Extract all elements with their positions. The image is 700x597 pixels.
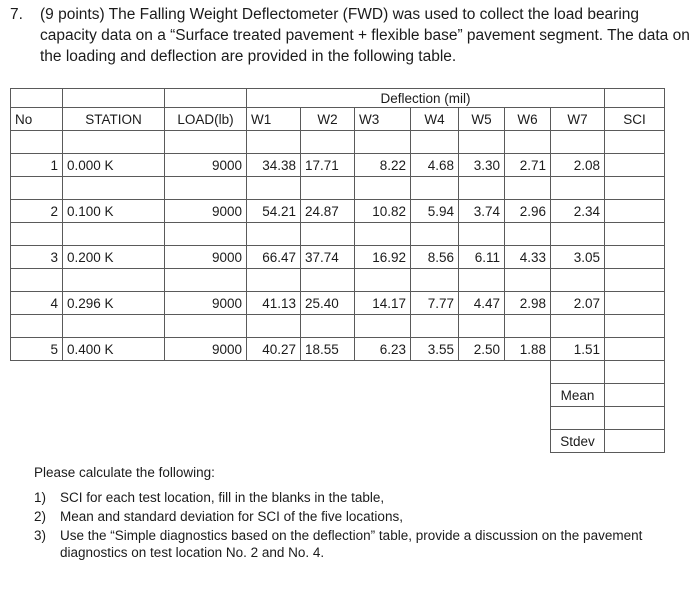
cell-w1: 34.38 [247,154,301,177]
spacer-cell [411,315,459,338]
spacer-cell [459,177,505,200]
cell-no: 3 [11,246,63,269]
spacer-cell [355,269,411,292]
empty-cell [355,430,411,453]
spacer-cell [63,407,165,430]
spacer-cell [247,361,301,384]
header-w1: W1 [247,108,301,131]
empty-cell [505,384,551,407]
empty-cell [411,384,459,407]
empty-cell [301,430,355,453]
empty-cell [63,430,165,453]
instructions [34,464,674,563]
cell-load: 9000 [165,338,247,361]
cell-sci[interactable] [605,200,665,223]
cell-w4: 4.68 [411,154,459,177]
spacer-cell [165,315,247,338]
instruction-item [34,527,674,561]
empty-cell [165,384,247,407]
cell-w6: 1.88 [505,338,551,361]
cell-no: 5 [11,338,63,361]
spacer-cell [551,315,605,338]
empty-cell [247,430,301,453]
spacer-cell [355,361,411,384]
spacer-cell [355,315,411,338]
spacer-cell [459,361,505,384]
cell-w1: 40.27 [247,338,301,361]
spacer-row [11,223,665,246]
header-w6: W6 [505,108,551,131]
spacer-cell [355,407,411,430]
instruction-number: 1) [34,490,47,505]
cell-w4: 5.94 [411,200,459,223]
spacer-cell [301,315,355,338]
header-w7: W7 [551,108,605,131]
spacer-cell [11,407,63,430]
cell-w7: 3.05 [551,246,605,269]
table-row [11,246,665,269]
spacer-cell [63,269,165,292]
spacer-cell [247,131,301,154]
spacer-cell [63,177,165,200]
cell-station: 0.200 K [63,246,165,269]
spacer-cell [11,177,63,200]
spacer-cell [551,361,605,384]
cell-sci[interactable] [605,292,665,315]
instructions-lead: Please calculate the following: [34,465,215,480]
spacer-cell [411,131,459,154]
spacer-cell [605,407,665,430]
spacer-cell [165,131,247,154]
instructions-list [34,489,674,561]
header-no: No [11,108,63,131]
cell-w3: 8.22 [355,154,411,177]
spacer-cell [11,131,63,154]
spacer-cell [505,361,551,384]
table-row [11,292,665,315]
spacer-cell [505,223,551,246]
spacer-cell [505,177,551,200]
cell-station: 0.400 K [63,338,165,361]
header-station: STATION [63,108,165,131]
cell-station: 0.000 K [63,154,165,177]
header-w2: W2 [301,108,355,131]
empty-cell [63,384,165,407]
spacer-cell [551,223,605,246]
question-number: 7. [10,6,23,23]
spacer-cell [247,223,301,246]
table-row [11,338,665,361]
cell-no: 4 [11,292,63,315]
spacer-row [11,269,665,292]
spacer-cell [63,131,165,154]
cell-w6: 2.71 [505,154,551,177]
cell-w2: 17.71 [301,154,355,177]
spacer-cell [247,269,301,292]
spacer-cell [411,361,459,384]
instruction-text: SCI for each test location, fill in the blanks in the table, [60,490,385,505]
spacer-cell [605,315,665,338]
summary-value[interactable] [605,384,665,407]
summary-row [11,430,665,453]
cell-w3: 6.23 [355,338,411,361]
summary-row [11,384,665,407]
spacer-cell [63,361,165,384]
spacer-cell [301,177,355,200]
spacer-cell [11,315,63,338]
cell-w5: 6.11 [459,246,505,269]
header-w4: W4 [411,108,459,131]
cell-w6: 2.96 [505,200,551,223]
summary-label: Stdev [551,430,605,453]
header-w3: W3 [355,108,411,131]
fwd-data-table [10,88,665,453]
cell-w5: 3.74 [459,200,505,223]
spacer-cell [301,407,355,430]
header-row [11,108,665,131]
summary-label: Mean [551,384,605,407]
spacer-cell [165,177,247,200]
spacer-cell [411,223,459,246]
empty-cell [301,384,355,407]
cell-w2: 24.87 [301,200,355,223]
spacer-row [11,177,665,200]
empty-cell [459,384,505,407]
empty-cell [11,384,63,407]
spacer-cell [459,269,505,292]
cell-w4: 7.77 [411,292,459,315]
spacer-cell [11,223,63,246]
cell-w1: 41.13 [247,292,301,315]
header-w5: W5 [459,108,505,131]
spacer-cell [355,177,411,200]
spacer-cell [355,223,411,246]
table-row [11,200,665,223]
spacer-cell [459,315,505,338]
spacer-cell [247,177,301,200]
cell-w4: 3.55 [411,338,459,361]
empty-cell [505,430,551,453]
empty-cell [459,430,505,453]
empty-cell [11,430,63,453]
cell-w6: 4.33 [505,246,551,269]
empty-cell [165,430,247,453]
spacer-cell [247,407,301,430]
cell-w3: 10.82 [355,200,411,223]
question-text: (9 points) The Falling Weight Deflectometer (FWD) was used to collect the load bearing capacity data on a “Surface treated pavement + flexible base” pavement segment. The data on the loading and deflection are provided in the following table. [40,6,690,65]
spacer-cell [247,315,301,338]
cell-w6: 2.98 [505,292,551,315]
spacer-cell [165,361,247,384]
spacer-cell [605,269,665,292]
spacer-row [11,131,665,154]
spacer-cell [459,407,505,430]
empty-cell [355,384,411,407]
cell-sci[interactable] [605,338,665,361]
deflection-group-header: Deflection (mil) [247,89,605,108]
empty-cell [247,384,301,407]
spacer-cell [301,269,355,292]
cell-w2: 25.40 [301,292,355,315]
table-row [11,154,665,177]
cell-load: 9000 [165,154,247,177]
spacer-cell [11,361,63,384]
spacer-cell [505,407,551,430]
spacer-cell [301,223,355,246]
cell-w5: 4.47 [459,292,505,315]
spacer-cell [505,269,551,292]
spacer-row [11,361,665,384]
question-block [10,4,690,67]
spacer-row [11,315,665,338]
cell-no: 1 [11,154,63,177]
cell-station: 0.100 K [63,200,165,223]
spacer-cell [411,407,459,430]
spacer-cell [551,177,605,200]
cell-load: 9000 [165,292,247,315]
spacer-cell [505,315,551,338]
spacer-cell [11,269,63,292]
header-spacer [11,89,63,108]
spacer-cell [551,131,605,154]
cell-sci[interactable] [605,154,665,177]
spacer-cell [505,131,551,154]
spacer-cell [63,223,165,246]
header-spacer [63,89,165,108]
cell-w4: 8.56 [411,246,459,269]
spacer-row [11,407,665,430]
cell-w7: 1.51 [551,338,605,361]
spacer-cell [165,269,247,292]
spacer-cell [301,131,355,154]
spacer-cell [165,223,247,246]
spacer-cell [605,361,665,384]
header-spacer [605,89,665,108]
header-load: LOAD(lb) [165,108,247,131]
spacer-cell [459,131,505,154]
instruction-number: 3) [34,528,47,543]
cell-w5: 3.30 [459,154,505,177]
cell-no: 2 [11,200,63,223]
spacer-cell [411,269,459,292]
instruction-text: Mean and standard deviation for SCI of the five locations, [60,509,403,524]
cell-w5: 2.50 [459,338,505,361]
cell-w1: 54.21 [247,200,301,223]
cell-station: 0.296 K [63,292,165,315]
spacer-cell [605,177,665,200]
instruction-number: 2) [34,509,47,524]
header-sci: SCI [605,108,665,131]
cell-w2: 37.74 [301,246,355,269]
spacer-cell [355,131,411,154]
spacer-cell [411,177,459,200]
instruction-text: Use the “Simple diagnostics based on the deflection” table, provide a discussion on the pavement diagnostics on test location No. 2 and No. 4. [60,528,643,560]
summary-value[interactable] [605,430,665,453]
spacer-cell [605,131,665,154]
spacer-cell [301,361,355,384]
instruction-item [34,508,674,525]
header-spacer [165,89,247,108]
spacer-cell [551,407,605,430]
header-row-group [11,89,665,108]
spacer-cell [605,223,665,246]
cell-w7: 2.08 [551,154,605,177]
cell-w7: 2.34 [551,200,605,223]
cell-load: 9000 [165,246,247,269]
cell-w3: 16.92 [355,246,411,269]
spacer-cell [551,269,605,292]
spacer-cell [63,315,165,338]
empty-cell [411,430,459,453]
cell-sci[interactable] [605,246,665,269]
cell-w7: 2.07 [551,292,605,315]
cell-w1: 66.47 [247,246,301,269]
spacer-cell [459,223,505,246]
instruction-item [34,489,674,506]
cell-w2: 18.55 [301,338,355,361]
cell-w3: 14.17 [355,292,411,315]
spacer-cell [165,407,247,430]
cell-load: 9000 [165,200,247,223]
